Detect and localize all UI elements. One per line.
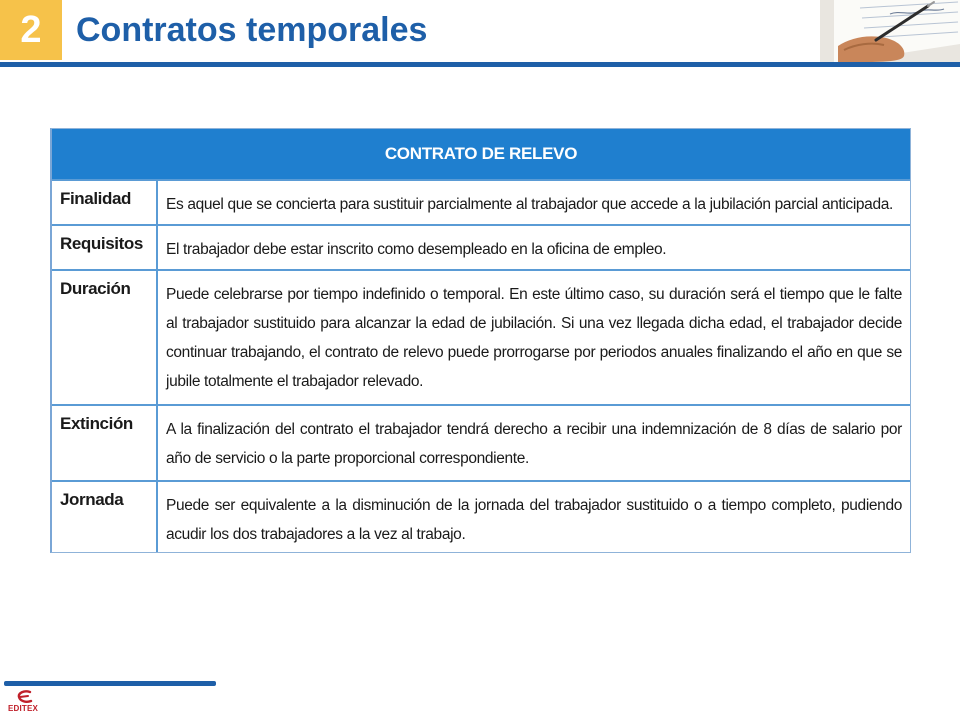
header-photo-hand-writing (820, 0, 960, 62)
row-text: Puede celebrarse por tiempo indefinido o temporal. En este último caso, su duración será el tiempo que le falte al trabajador sustituido para alcanzar la edad de jubilación. Si una vez llegada dicha edad, el trabajador decide continuar trabajando, el contrato de relevo puede prorrogarse por periodos anuales finalizando el año en que se jubile totalmente el trabajador relevado. (166, 286, 902, 390)
row-label: Requisitos (52, 226, 158, 269)
table-row-jornada (52, 480, 910, 552)
footer-rule (4, 681, 216, 686)
table-title: CONTRATO DE RELEVO (52, 129, 910, 179)
row-label: Jornada (52, 482, 158, 552)
chapter-number-badge: 2 (0, 0, 62, 60)
row-text: A la finalización del contrato el trabajador tendrá derecho a recibir una indemnización de 8 días de salario por año de servicio o la parte proporcional correspondiente. (166, 421, 902, 467)
editex-logo (8, 690, 56, 718)
editex-logo-text: EDITEX (8, 704, 39, 713)
row-text: El trabajador debe estar inscrito como desempleado en la oficina de empleo. (166, 241, 667, 258)
header-rule (0, 62, 960, 67)
contrato-de-relevo-table (50, 128, 911, 553)
hand-writing-image (820, 0, 960, 62)
row-text: Puede ser equivalente a la disminución de la jornada del trabajador sustituido o a tiempo completo, pudiendo acudir los dos trabajadores a la vez al trabajo. (166, 497, 902, 543)
row-label: Finalidad (52, 181, 158, 224)
table-row-duracion (52, 269, 910, 404)
row-label: Extinción (52, 406, 158, 480)
table-row-extincion (52, 404, 910, 480)
table-row-finalidad (52, 179, 910, 224)
slide-title: Contratos temporales (76, 11, 428, 49)
row-label: Duración (52, 271, 158, 404)
editex-logo-icon (14, 690, 36, 704)
row-text: Es aquel que se concierta para sustituir parcialmente al trabajador que accede a la jubilación parcial anticipada. (166, 196, 893, 213)
table-row-requisitos (52, 224, 910, 269)
